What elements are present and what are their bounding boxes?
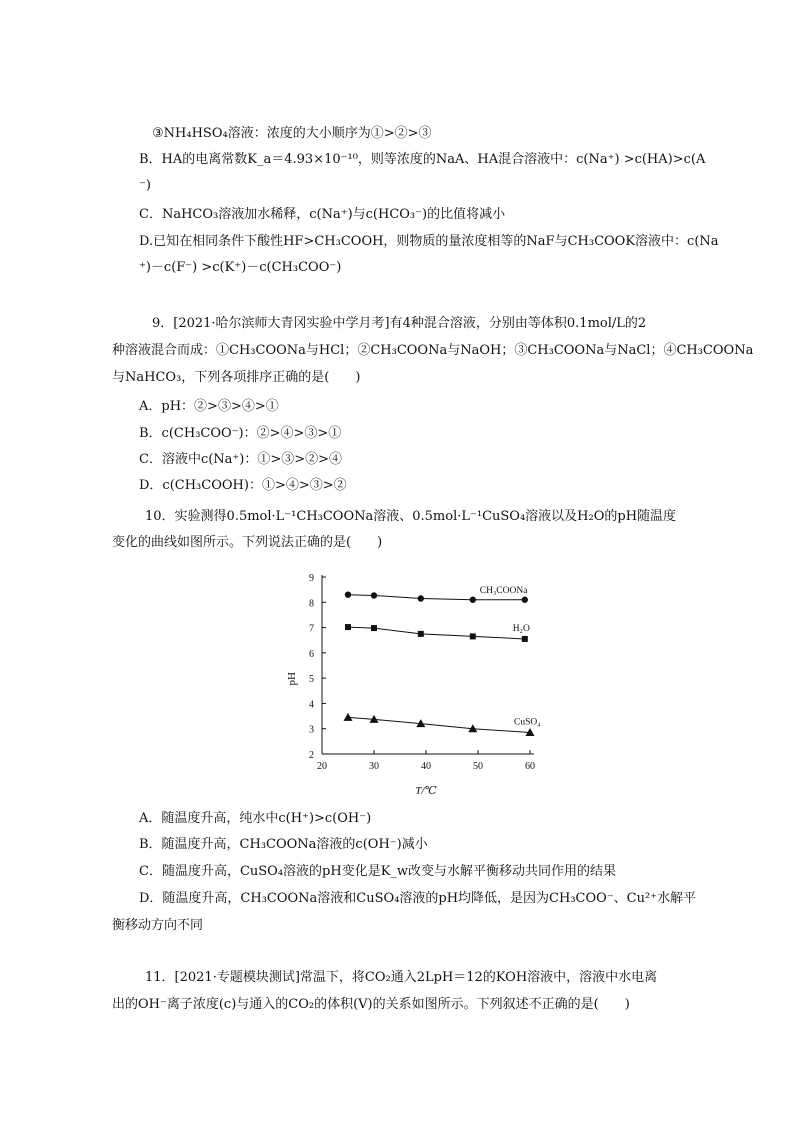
y-tick-label: 3	[309, 724, 314, 736]
question-9-stem-line3: 与NaHCO₃，下列各项排序正确的是( )	[112, 370, 361, 385]
data-point-circle	[418, 595, 424, 601]
question-10-option-c: C．随温度升高，CuSO₄溶液的pH变化是K_w改变与水解平衡移动共同作用的结果	[139, 864, 617, 879]
y-tick-label: 9	[309, 573, 314, 584]
y-tick-label: 8	[309, 598, 314, 610]
question-11-stem: 11．[2021·专题模块测试]常温下，将CO₂通入2LpH＝12的KOH溶液中，溶液中水电离	[145, 970, 658, 985]
question-9-option-a: A．pH：②>③>④>①	[139, 399, 279, 414]
y-tick-label: 4	[309, 699, 314, 711]
question-9-option-b: B．c(CH₃COO⁻)：②>④>③>①	[139, 426, 342, 441]
question-9-option-c: C．溶液中c(Na⁺)：①>③>②>④	[139, 452, 343, 467]
y-axis-label: pH	[286, 672, 298, 686]
data-point-circle	[371, 592, 377, 598]
x-axis-label: T/℃	[415, 785, 437, 797]
data-point-square	[371, 625, 377, 631]
y-tick-label: 7	[309, 623, 314, 635]
question-10-option-d-continued: 衡移动方向不同	[112, 918, 204, 933]
y-tick-label: 5	[309, 674, 314, 686]
option-b-continued: ⁻)	[139, 178, 151, 193]
ph-temperature-chart	[285, 565, 545, 797]
question-9-stem: 9．[2021·哈尔滨师大青冈实验中学月考]有4种混合溶液，分别由等体积0.1mol/L的2	[152, 316, 647, 331]
data-point-square	[522, 636, 528, 642]
question-10-option-b: B．随温度升高，CH₃COONa溶液的c(OH⁻)减小	[139, 837, 428, 852]
series-label-triangle: CuSO₄	[514, 717, 541, 728]
data-point-circle	[522, 597, 528, 603]
question-10-stem: 10．实验测得0.5mol·L⁻¹CH₃COONa溶液、0.5mol·L⁻¹CuSO₄溶液以及H₂O的pH随温度	[145, 509, 677, 524]
data-point-triangle	[344, 713, 353, 721]
series-label-square: H₂O	[512, 623, 530, 634]
data-point-square	[470, 633, 476, 639]
option-b: B．HA的电离常数K_a＝4.93×10⁻¹⁰，则等浓度的NaA、HA混合溶液中：c(Na⁺) >c(HA)>c(A	[139, 152, 706, 167]
question-10-option-d: D．随温度升高，CH₃COONa溶液和CuSO₄溶液的pH均降低，是因为CH₃COO⁻、Cu²⁺水解平	[139, 891, 697, 906]
data-point-square	[418, 631, 424, 637]
option-d-continued: ⁺)－c(F⁻) >c(K⁺)－c(CH₃COO⁻)	[139, 260, 342, 275]
question-10-option-a: A．随温度升高，纯水中c(H⁺)>c(OH⁻)	[139, 811, 372, 826]
option-d: D.已知在相同条件下酸性HF>CH₃COOH，则物质的量浓度相等的NaF与CH₃COOK溶液中：c(Na	[139, 234, 719, 249]
x-tick-label: 30	[369, 761, 379, 772]
data-point-circle	[345, 592, 351, 598]
data-point-square	[345, 624, 351, 630]
series-label-circle: CH₃COONa	[479, 585, 528, 596]
option-c: C．NaHCO₃溶液加水稀释，c(Na⁺)与c(HCO₃⁻)的比值将减小	[139, 207, 506, 222]
x-tick-label: 40	[421, 761, 431, 772]
option-c-subitem-3: ③NH₄HSO₄溶液：浓度的大小顺序为①>②>③	[152, 126, 432, 141]
question-9-stem-line2: 种溶液混合而成：①CH₃COONa与HCl；②CH₃COONa与NaOH；③CH₃COONa与NaCl；④CH₃COONa	[112, 343, 754, 358]
question-9-option-d: D．c(CH₃COOH)：①>④>③>②	[139, 478, 347, 493]
x-tick-label: 60	[525, 761, 535, 772]
x-tick-label: 50	[473, 761, 483, 772]
data-point-circle	[470, 597, 476, 603]
question-10-stem-line2: 变化的曲线如图所示。下列说法正确的是( )	[112, 535, 383, 550]
question-11-stem-line2: 出的OH⁻离子浓度(c)与通入的CO₂的体积(V)的关系如图所示。下列叙述不正确的是( )	[112, 997, 630, 1012]
y-tick-label: 2	[309, 750, 314, 761]
y-tick-label: 6	[309, 648, 314, 660]
x-tick-label: 20	[317, 761, 327, 772]
